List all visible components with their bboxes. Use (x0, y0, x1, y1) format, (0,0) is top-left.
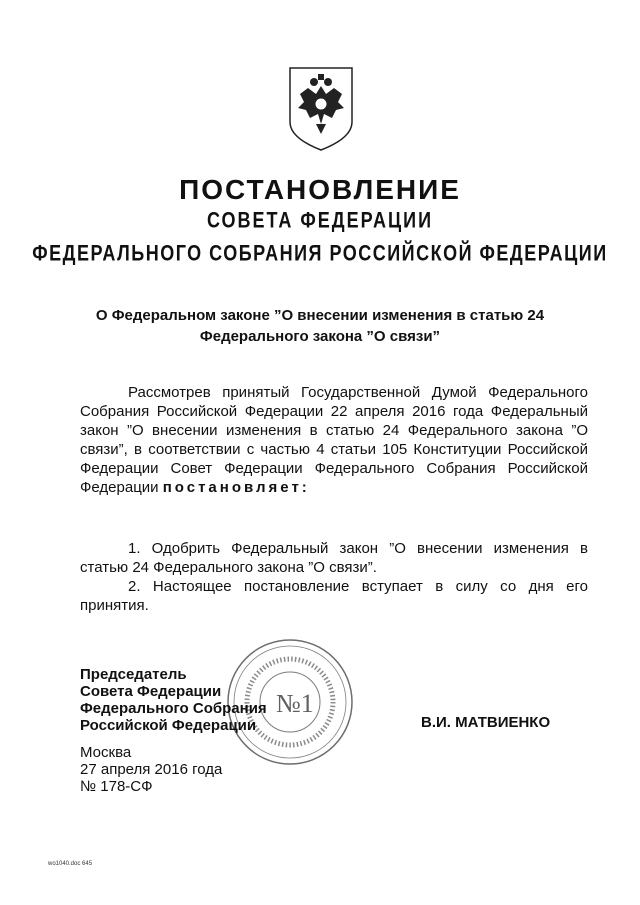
subject-line-1: О Федеральном законе ”О внесении изменения в статью 24 (95, 307, 545, 324)
org-line-2: ФЕДЕРАЛЬНОГО СОБРАНИЯ РОССИЙСКОЙ ФЕДЕРАЦИИ (32, 240, 608, 266)
resolution-items (80, 539, 588, 615)
item-2: 2. Настоящее постановление вступает в силу со дня его принятия. (80, 578, 588, 614)
subject-line-2: Федерального закона ”О связи” (199, 328, 441, 345)
document-title: ПОСТАНОВЛЕНИЕ (179, 174, 461, 205)
city: Москва (80, 744, 132, 761)
place-and-date (80, 744, 222, 795)
signatory-title (80, 666, 267, 734)
signatory-name: В.И. МАТВИЕНКО (421, 714, 551, 731)
org-line-1: СОВЕТА ФЕДЕРАЦИИ (206, 207, 434, 233)
signatory-role-1: Председатель (80, 666, 187, 683)
preamble (80, 383, 588, 497)
signatory-role-2: Совета Федерации (80, 683, 222, 700)
footer-code: wo1040.doc 645 (48, 861, 93, 867)
coat-of-arms-emblem-icon (286, 64, 356, 154)
decides-word: постановляет: (162, 479, 310, 496)
signatory-role-4: Российской Федерации (80, 717, 257, 734)
date: 27 апреля 2016 года (80, 761, 223, 778)
item-1: 1. Одобрить Федеральный закон ”О внесении изменения в статью 24 Федерального закона ”О связи”. (80, 540, 588, 576)
document-subject (80, 305, 560, 347)
seal-number: №1 (276, 689, 314, 718)
signatory-role-3: Федерального Собрания (80, 700, 267, 717)
document-number: № 178-СФ (80, 778, 153, 795)
preamble-text: Рассмотрев принятый Государственной Думой Федерального Собрания Российской Федерации 22 апреля 2016 года Федеральный закон ”О внесении изменения в статью 24 Федерального закона ”О связи”, в соответствии с частью 4 статьи 105 Конституции Российской Федерации Совет Федерации Федерального Собрания Российской Федерации (80, 384, 588, 496)
